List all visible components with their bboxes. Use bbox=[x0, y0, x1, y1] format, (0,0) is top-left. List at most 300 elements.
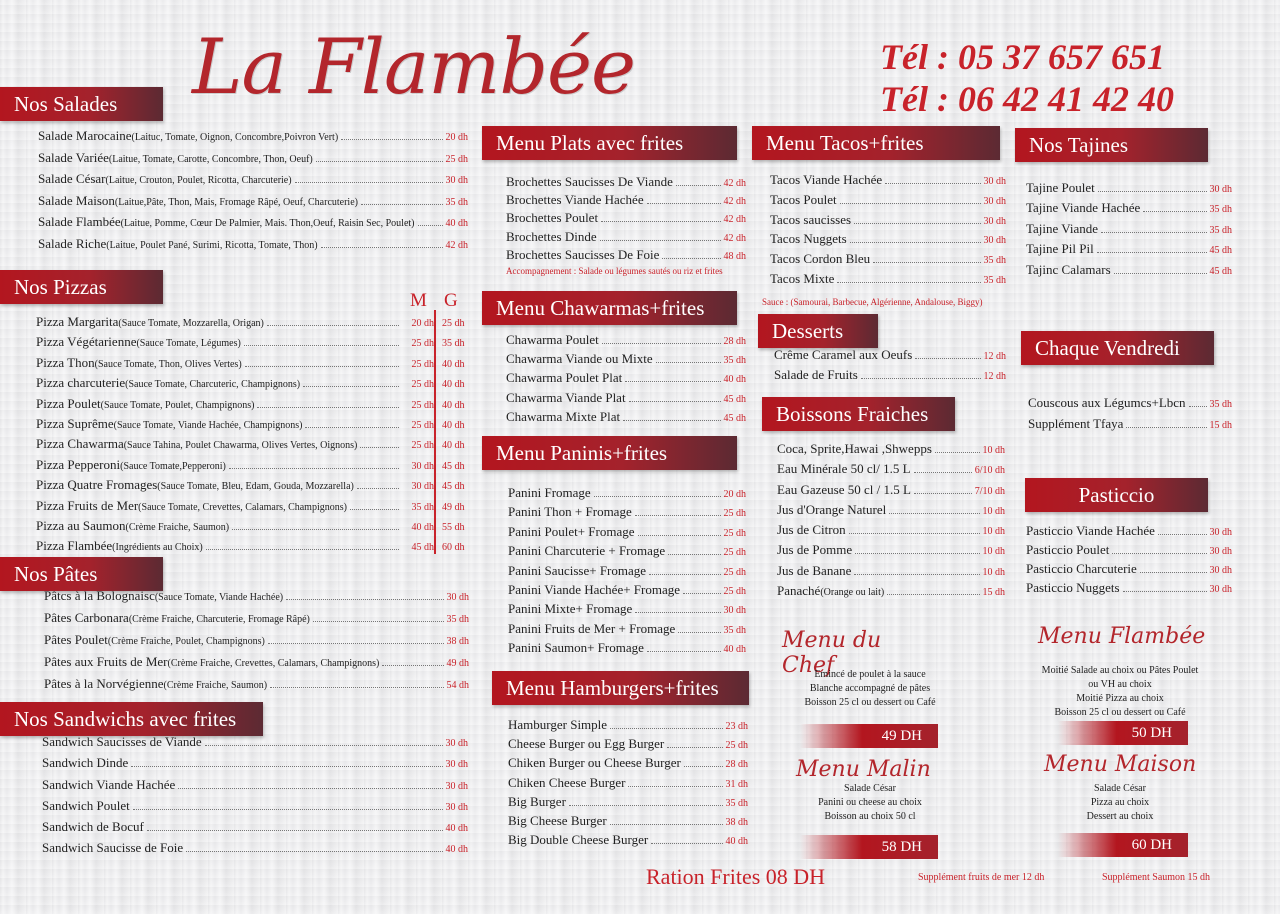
menu-item bbox=[1026, 561, 1232, 580]
item-name: Panini Charcuterie + Fromage bbox=[508, 543, 666, 559]
item-name: Salade Flambée bbox=[38, 214, 121, 229]
item-price-m: 20 dh bbox=[411, 318, 434, 329]
menu-item bbox=[770, 212, 1006, 232]
menu-item bbox=[44, 610, 469, 632]
item-name: Sandwich Saucisse de Foie bbox=[42, 840, 184, 856]
item-price: 10 dh bbox=[982, 566, 1005, 578]
leader-dots bbox=[668, 554, 720, 555]
item-price: 35 dh bbox=[1209, 204, 1232, 216]
item-price-m: 30 dh bbox=[411, 460, 434, 472]
leader-dots bbox=[316, 161, 443, 162]
item-name: Pâtes aux Fruits de Mer bbox=[44, 654, 168, 669]
leader-dots bbox=[321, 247, 443, 248]
leader-dots bbox=[1143, 211, 1206, 212]
menu-item bbox=[506, 351, 746, 370]
menu-item bbox=[777, 583, 1005, 603]
menu-item bbox=[506, 174, 746, 192]
item-price: 31 dh bbox=[725, 778, 748, 790]
leader-dots bbox=[350, 509, 399, 510]
item-name: Pâtes Carbonara bbox=[44, 610, 129, 625]
menu-item bbox=[777, 563, 1005, 583]
item-name: Tacos Cordon Bleu bbox=[770, 251, 871, 267]
menu-item bbox=[36, 416, 470, 436]
leader-dots bbox=[1101, 232, 1206, 233]
menu-item bbox=[777, 542, 1005, 562]
item-price-m: 25 dh bbox=[411, 379, 434, 391]
sandwichs-list bbox=[42, 734, 468, 862]
menu-item bbox=[508, 736, 748, 755]
leader-dots bbox=[887, 594, 979, 595]
item-price: 45 dh bbox=[723, 412, 746, 424]
item-price: 45 dh bbox=[1209, 265, 1232, 277]
leader-dots bbox=[268, 643, 444, 644]
item-price-m: 25 dh bbox=[411, 399, 434, 411]
menu-item bbox=[777, 441, 1005, 461]
item-name: Salade Variée bbox=[38, 149, 109, 165]
leader-dots bbox=[610, 728, 722, 729]
menu-line: Boisson au choix 50 cl bbox=[824, 811, 916, 822]
menu-item bbox=[36, 436, 470, 456]
vendredi-header: Chaque Vendredi bbox=[1021, 331, 1214, 365]
tacos-list bbox=[770, 172, 1006, 291]
menu-item bbox=[1026, 580, 1232, 599]
menu-line: Moitié Salade au choix ou Pâtes Poulet bbox=[1041, 665, 1199, 676]
menu-line: Pizza au choix bbox=[1090, 797, 1150, 808]
item-name: Pizza Chawarma bbox=[36, 436, 124, 452]
menu-flambee-title: Menu Flambée bbox=[1038, 624, 1206, 649]
item-name: Pâtes Poulet bbox=[44, 632, 108, 647]
menu-item bbox=[506, 192, 746, 210]
item-price-g: 40 dh bbox=[442, 379, 465, 391]
leader-dots bbox=[602, 343, 721, 344]
item-price: 30 dh bbox=[445, 175, 468, 186]
item-price: 12 dh bbox=[983, 351, 1006, 362]
item-price: 30 dh bbox=[1209, 527, 1232, 538]
item-price: 30 dh bbox=[1209, 584, 1232, 595]
menu-item bbox=[36, 518, 470, 538]
item-price: 15 dh bbox=[982, 587, 1005, 599]
item-name: Jus d'Orange Naturel bbox=[777, 501, 887, 517]
item-name: Pizza Végétarienne bbox=[36, 334, 137, 350]
item-name: Cheese Burger ou Egg Burger bbox=[508, 736, 665, 752]
leader-dots bbox=[676, 185, 721, 186]
leader-dots bbox=[849, 533, 980, 534]
brand-logo: La Flambée bbox=[192, 22, 635, 111]
leader-dots bbox=[635, 612, 720, 613]
menu-item bbox=[508, 813, 748, 832]
item-price: 40 dh bbox=[445, 218, 468, 229]
item-name: Pizza Poulet bbox=[36, 395, 101, 411]
leader-dots bbox=[656, 362, 721, 363]
item-name: Brochettes Saucisses De Viande bbox=[506, 174, 673, 189]
leader-dots bbox=[244, 345, 399, 346]
pates-header: Nos Pâtes bbox=[0, 557, 163, 591]
item-price-g: 49 dh bbox=[442, 501, 465, 513]
leader-dots bbox=[850, 242, 981, 243]
item-name: Chawarma Viande ou Mixte bbox=[506, 351, 653, 367]
leader-dots bbox=[360, 447, 399, 448]
item-description: (Sauce Tomate, Légumes) bbox=[136, 338, 241, 350]
phone-2: Tél : 06 42 41 42 40 bbox=[880, 79, 1174, 119]
item-price: 42 dh bbox=[723, 196, 746, 208]
item-price: 15 dh bbox=[1209, 419, 1232, 431]
item-description: (Sauce Tomate, Viande Hachée) bbox=[154, 592, 284, 603]
leader-dots bbox=[186, 851, 442, 852]
item-name: Chawarma Mixte Plat bbox=[506, 408, 621, 424]
item-price: 42 dh bbox=[723, 214, 746, 226]
item-name: Salade de Fruits bbox=[774, 366, 858, 382]
leader-dots bbox=[341, 139, 442, 140]
menu-maison-desc bbox=[1020, 782, 1220, 824]
item-price: 10 dh bbox=[982, 505, 1005, 517]
menu-item bbox=[770, 192, 1006, 212]
menu-item bbox=[774, 347, 1006, 367]
menu-item bbox=[1028, 395, 1232, 416]
item-name: Chawarma Poulet bbox=[506, 332, 599, 347]
item-description: (Sauce Tahina, Poulet Chawarma, Olives Vertes, Oignons) bbox=[123, 440, 358, 452]
item-price-g: 40 dh bbox=[442, 440, 465, 452]
boissons-list bbox=[777, 441, 1005, 603]
item-description: (Crème Fraiche, Poulet, Champignons) bbox=[107, 636, 265, 647]
menu-item bbox=[506, 409, 746, 428]
leader-dots bbox=[935, 452, 980, 453]
leader-dots bbox=[1112, 553, 1206, 554]
item-price: 35 dh bbox=[1209, 399, 1232, 410]
menu-item bbox=[1026, 180, 1232, 200]
item-name: Pâtes à la Norvégienne bbox=[44, 676, 164, 691]
menu-flambee-desc bbox=[1020, 664, 1220, 720]
item-name: Chiken Cheese Burger bbox=[508, 774, 626, 790]
menu-item bbox=[508, 543, 746, 562]
leader-dots bbox=[131, 766, 442, 767]
item-price: 10 dh bbox=[982, 546, 1005, 558]
menu-item bbox=[508, 832, 748, 851]
item-price: 35 dh bbox=[446, 614, 469, 625]
item-price: 35 dh bbox=[1209, 224, 1232, 236]
menu-item bbox=[506, 390, 746, 409]
item-name: Brochettes Saucisses De Foie bbox=[506, 246, 660, 262]
item-price-m: 40 dh bbox=[411, 521, 434, 533]
salades-header: Nos Salades bbox=[0, 87, 163, 121]
menu-item bbox=[506, 332, 746, 351]
item-price: 40 dh bbox=[723, 644, 746, 656]
leader-dots bbox=[270, 687, 443, 688]
item-name: Sandwich Dinde bbox=[42, 755, 129, 771]
item-description: (Crème Fraiche, Crevettes, Calamars, Champignons) bbox=[167, 658, 380, 669]
item-name: Eau Gazeuse 50 cl / 1.5 L bbox=[777, 481, 911, 497]
menu-item bbox=[770, 172, 1006, 192]
leader-dots bbox=[873, 262, 980, 263]
item-price: 25 dh bbox=[723, 527, 746, 539]
item-price: 42 dh bbox=[445, 239, 468, 251]
item-description: (Sauce Tomate, Viande Hachée, Champignons) bbox=[113, 419, 303, 431]
leader-dots bbox=[418, 225, 443, 226]
item-name: Panini Fromage bbox=[508, 485, 591, 500]
item-name: Brochettes Dinde bbox=[506, 228, 597, 244]
phone-1: Tél : 05 37 657 651 bbox=[880, 37, 1165, 77]
tajines-header: Nos Tajines bbox=[1015, 128, 1208, 162]
supplement-saumon: Supplément Saumon 15 dh bbox=[1102, 872, 1211, 883]
item-description: (Sauce Tomate, Bleu, Edam, Gouda, Mozzarella) bbox=[157, 481, 354, 493]
leader-dots bbox=[625, 381, 720, 382]
item-price: 30 dh bbox=[1209, 184, 1232, 195]
menu-item bbox=[777, 482, 1005, 502]
item-price: 12 dh bbox=[983, 370, 1006, 382]
item-name: Big Burger bbox=[508, 793, 566, 809]
item-price: 38 dh bbox=[725, 816, 748, 828]
leader-dots bbox=[610, 824, 723, 825]
item-price: 30 dh bbox=[445, 759, 468, 771]
item-price: 35 dh bbox=[983, 255, 1006, 267]
menu-item bbox=[508, 775, 748, 794]
leader-dots bbox=[1126, 427, 1206, 428]
item-name: Sandwich Viande Hachée bbox=[42, 776, 176, 792]
item-description: (Laitue, Pomme, Cœur De Palmier, Mais. Thon,Oeuf, Raisin Sec, Poulet) bbox=[120, 218, 415, 229]
item-price-g: 40 dh bbox=[442, 358, 465, 370]
item-price: 25 dh bbox=[723, 547, 746, 559]
item-price-g: 45 dh bbox=[442, 481, 465, 493]
item-price: 25 dh bbox=[725, 740, 748, 752]
item-name: Chawarma Poulet Plat bbox=[506, 370, 623, 386]
menu-item bbox=[506, 210, 746, 228]
menu-item bbox=[1028, 416, 1232, 437]
item-name: Coca, Sprite,Hawai ,Shwepps bbox=[777, 441, 932, 456]
item-price: 40 dh bbox=[445, 844, 468, 856]
item-price: 30 dh bbox=[445, 738, 468, 749]
item-name: Tajine Pil Pil bbox=[1026, 241, 1094, 257]
menu-item bbox=[506, 229, 746, 247]
item-name: Pasticcio Poulet bbox=[1026, 542, 1110, 557]
leader-dots bbox=[629, 401, 721, 402]
item-name: Sandwich de Bocuf bbox=[42, 819, 144, 835]
menu-item bbox=[1026, 262, 1232, 282]
item-price: 30 dh bbox=[445, 780, 468, 792]
leader-dots bbox=[1098, 191, 1207, 192]
menu-item bbox=[44, 632, 469, 654]
item-description: (Laitue,Pâte, Thon, Mais, Fromage Râpé, Oeuf, Charcuterie) bbox=[114, 196, 358, 208]
menu-item bbox=[508, 563, 746, 582]
leader-dots bbox=[295, 182, 443, 183]
item-description: (Sauce Tomate,Pepperoni) bbox=[120, 460, 226, 472]
leader-dots bbox=[635, 515, 721, 516]
item-description: (Laitue, Poulet Pané, Surimi, Ricotta, Tomate, Thon) bbox=[106, 239, 318, 251]
item-name: Tajinc Calamars bbox=[1026, 261, 1111, 277]
leader-dots bbox=[1114, 273, 1207, 274]
item-name: Salade Maison bbox=[38, 192, 115, 208]
leader-dots bbox=[623, 420, 720, 421]
item-name: Pizza Pepperoni bbox=[36, 456, 121, 472]
item-name: Pizza Suprême bbox=[36, 415, 114, 431]
item-name: Panini Saucisse+ Fromage bbox=[508, 562, 647, 578]
item-name: Tacos Viande Hachée bbox=[770, 172, 883, 187]
leader-dots bbox=[628, 786, 722, 787]
item-price: 30 dh bbox=[983, 215, 1006, 227]
vendredi-list bbox=[1028, 395, 1232, 436]
menu-item bbox=[36, 477, 470, 497]
menu-item bbox=[38, 150, 468, 172]
menu-item bbox=[506, 247, 746, 265]
pasticcio-list bbox=[1026, 523, 1232, 599]
paninis-header: Menu Paninis+frites bbox=[482, 436, 737, 470]
item-name: Panini Saumon+ Fromage bbox=[508, 640, 644, 656]
pates-list bbox=[44, 588, 469, 698]
item-name: Pizza Margarita bbox=[36, 314, 119, 329]
item-price: 23 dh bbox=[725, 721, 748, 732]
leader-dots bbox=[1140, 572, 1207, 573]
leader-dots bbox=[600, 240, 721, 241]
leader-dots bbox=[684, 766, 723, 767]
item-price: 54 dh bbox=[446, 680, 469, 691]
menu-maison-title: Menu Maison bbox=[1044, 752, 1197, 777]
menu-item bbox=[508, 640, 746, 659]
menu-item bbox=[508, 601, 746, 620]
item-name: Big Double Cheese Burger bbox=[508, 832, 649, 848]
item-price: 40 dh bbox=[723, 374, 746, 386]
item-price-g: 40 dh bbox=[442, 399, 465, 411]
leader-dots bbox=[662, 258, 720, 259]
menu-line: Salade César bbox=[1094, 783, 1146, 794]
item-name: Jus de Citron bbox=[777, 522, 846, 538]
item-description: (Sauce Tomate, Charcuteric, Champignons) bbox=[125, 379, 301, 391]
leader-dots bbox=[647, 651, 721, 652]
item-name: Pizza au Saumon bbox=[36, 517, 126, 533]
desserts-list bbox=[774, 347, 1006, 386]
item-name: Pizza Fruits de Mer bbox=[36, 497, 139, 513]
menu-line: Emincé de poulet à la sauce bbox=[814, 669, 926, 680]
item-price: 30 dh bbox=[983, 235, 1006, 247]
menu-line: ou VH au choix bbox=[1088, 679, 1152, 690]
menu-item bbox=[508, 717, 748, 736]
plats-note: Accompagnement : Salade ou légumes sautés ou riz et frites bbox=[506, 266, 723, 276]
item-price-m: 45 dh bbox=[411, 542, 434, 554]
leader-dots bbox=[286, 599, 443, 600]
item-price-g: 60 dh bbox=[442, 542, 465, 554]
boissons-header: Boissons Fraiches bbox=[762, 397, 955, 431]
menu-chef-title: Menu du Chef bbox=[782, 628, 882, 678]
menu-item bbox=[38, 236, 468, 258]
leader-dots bbox=[840, 203, 981, 204]
item-name: Tajine Viande Hachée bbox=[1026, 200, 1141, 216]
item-name: Supplément Tfaya bbox=[1028, 415, 1124, 431]
item-description: (Sauce Tomate, Mozzarella, Origan) bbox=[118, 318, 264, 329]
tacos-header: Menu Tacos+frites bbox=[752, 126, 1000, 160]
item-price: 28 dh bbox=[723, 336, 746, 347]
menu-item bbox=[42, 755, 468, 776]
item-description: (Laitue, Tomate, Carotte, Concombre, Thon, Oeuf) bbox=[108, 153, 313, 165]
leader-dots bbox=[914, 472, 972, 473]
desserts-header: Desserts bbox=[758, 314, 878, 348]
item-name: Chiken Burger ou Cheese Burger bbox=[508, 755, 681, 771]
menu-item bbox=[42, 734, 468, 755]
menu-item bbox=[777, 522, 1005, 542]
sandwichs-header: Nos Sandwichs avec frites bbox=[0, 702, 263, 736]
item-name: Chawarma Viande Plat bbox=[506, 389, 626, 405]
menu-item bbox=[508, 524, 746, 543]
hamburgers-header: Menu Hamburgers+frites bbox=[492, 671, 749, 705]
menu-item bbox=[36, 457, 470, 477]
item-price: 35 dh bbox=[445, 196, 468, 208]
menu-item bbox=[770, 251, 1006, 271]
item-name: Pizza charcuterie bbox=[36, 375, 126, 391]
item-price: 25 dh bbox=[723, 508, 746, 520]
plats-list bbox=[506, 174, 746, 265]
item-price: 35 dh bbox=[723, 624, 746, 636]
item-description: (Crème Fraiche, Saumon) bbox=[125, 521, 230, 533]
leader-dots bbox=[232, 529, 399, 530]
item-price: 38 dh bbox=[446, 636, 469, 647]
menu-line: Salade César bbox=[844, 783, 896, 794]
leader-dots bbox=[647, 203, 721, 204]
item-price: 20 dh bbox=[445, 132, 468, 143]
leader-dots bbox=[1158, 534, 1207, 535]
leader-dots bbox=[178, 788, 442, 789]
item-name: Brochettes Poulet bbox=[506, 210, 599, 226]
leader-dots bbox=[257, 407, 399, 408]
leader-dots bbox=[854, 223, 980, 224]
menu-item bbox=[36, 375, 470, 395]
leader-dots bbox=[1123, 591, 1207, 592]
menu-item bbox=[38, 193, 468, 215]
item-name: Tajine Viande bbox=[1026, 220, 1099, 236]
item-name: Pizza Quatre Fromages bbox=[36, 477, 158, 493]
ration-frites: Ration Frites 08 DH bbox=[646, 864, 826, 889]
menu-item bbox=[770, 271, 1006, 291]
pizza-col-g: G bbox=[444, 290, 458, 311]
menu-item bbox=[508, 485, 746, 504]
item-name: Panini Poulet+ Fromage bbox=[508, 523, 635, 539]
item-price: 30 dh bbox=[446, 592, 469, 603]
item-description: (Crème Fraiche, Charcuterie, Fromage Râpé) bbox=[128, 614, 310, 625]
menu-item bbox=[1026, 523, 1232, 542]
item-price: 42 dh bbox=[723, 232, 746, 244]
item-price-m: 25 dh bbox=[411, 419, 434, 431]
item-name: Salade Riche bbox=[38, 235, 107, 251]
menu-item bbox=[44, 588, 469, 610]
menu-item bbox=[36, 314, 470, 334]
leader-dots bbox=[305, 427, 399, 428]
menu-item bbox=[506, 370, 746, 389]
item-price: 7/10 dh bbox=[974, 485, 1005, 497]
item-name: Tacos Poulet bbox=[770, 191, 837, 207]
menu-malin-price: 58 DH bbox=[800, 835, 938, 859]
menu-item bbox=[508, 582, 746, 601]
menu-item bbox=[770, 231, 1006, 251]
item-price-m: 25 dh bbox=[411, 338, 434, 350]
item-name: Panini Mixte+ Fromage bbox=[508, 601, 633, 617]
item-price: 20 dh bbox=[723, 489, 746, 500]
menu-item bbox=[774, 367, 1006, 387]
leader-dots bbox=[683, 593, 720, 594]
item-price: 25 dh bbox=[445, 153, 468, 165]
item-name: Pasticcio Viande Hachée bbox=[1026, 523, 1155, 538]
item-name: Jus de Pomme bbox=[777, 542, 853, 558]
item-price: 42 dh bbox=[723, 178, 746, 189]
menu-item bbox=[36, 498, 470, 518]
item-name: Panini Thon + Fromage bbox=[508, 504, 632, 520]
leader-dots bbox=[649, 574, 720, 575]
item-name: Tacos Mixte bbox=[770, 270, 835, 286]
leader-dots bbox=[569, 805, 723, 806]
leader-dots bbox=[206, 549, 399, 550]
menu-item bbox=[508, 621, 746, 640]
item-name: Couscous aux Légumcs+Lbcn bbox=[1028, 395, 1186, 410]
leader-dots bbox=[854, 574, 979, 575]
menu-item bbox=[1026, 221, 1232, 241]
item-price: 28 dh bbox=[725, 759, 748, 771]
menu-malin-desc bbox=[780, 782, 960, 824]
leader-dots bbox=[601, 221, 720, 222]
menu-item bbox=[1026, 241, 1232, 261]
